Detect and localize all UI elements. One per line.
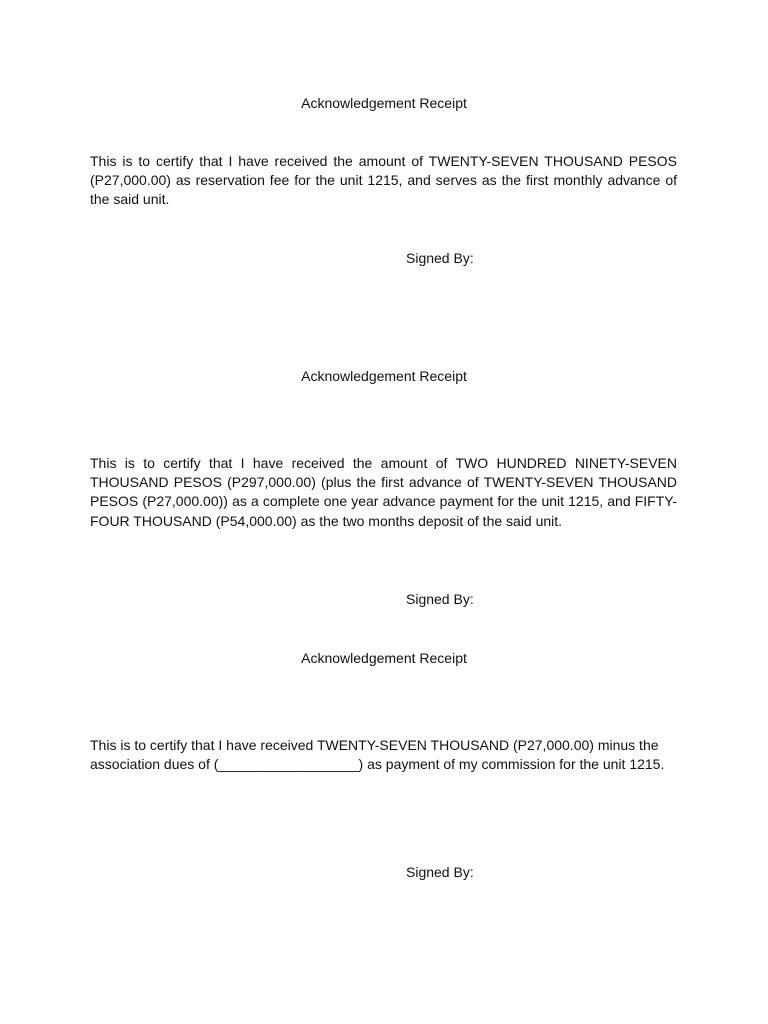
receipt-2-body: This is to certify that I have received the amount of TWO HUNDRED NINETY-SEVEN THOUSAND PESOS (P297,000.00) (plus the first advance of TWENTY-SEVEN THOUSAND PESOS (P27,000.00)) as a complete one year advance payment for the unit 1215, and FIFTY-FOUR THOUSAND (P54,000.00) as the two months deposit of the said unit.	[90, 455, 677, 529]
receipt-1-title: Acknowledgement Receipt	[301, 95, 467, 111]
receipt-1-signed-label: Signed By:	[406, 250, 474, 266]
receipt-1-body: This is to certify that I have received the amount of TWENTY-SEVEN THOUSAND PESOS (P27,000.00) as reservation fee for the unit 1215, and serves as the first monthly advance of the said unit.	[90, 153, 677, 208]
receipt-3-signed-label: Signed By:	[406, 864, 474, 880]
receipt-3-body: This is to certify that I have received TWENTY-SEVEN THOUSAND (P27,000.00) minus the association dues of (__________________) as payment of my commission for the unit 1215.	[90, 737, 665, 773]
receipt-3-title: Acknowledgement Receipt	[301, 650, 467, 666]
receipt-2-signed-label: Signed By:	[406, 591, 474, 607]
receipt-2-title: Acknowledgement Receipt	[301, 368, 467, 384]
